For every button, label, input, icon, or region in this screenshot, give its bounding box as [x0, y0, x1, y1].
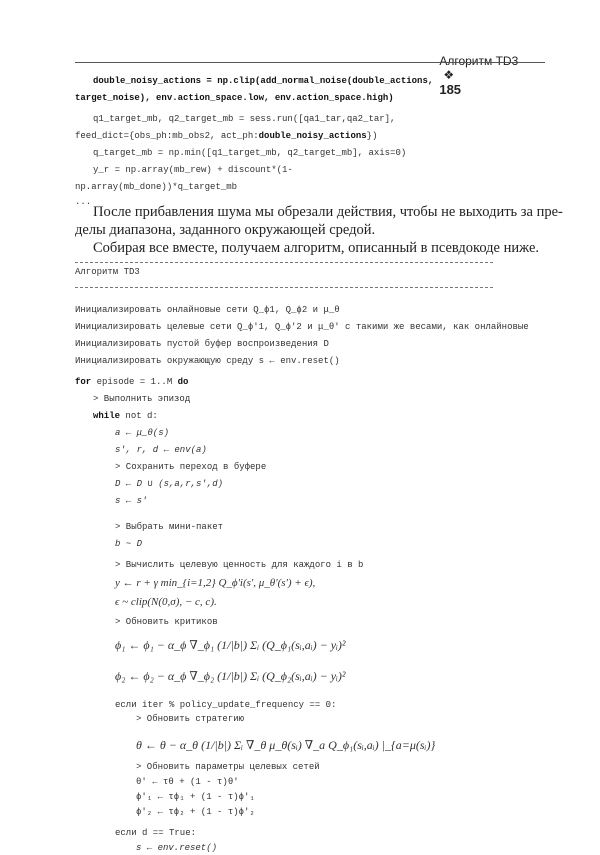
running-header: [426, 40, 518, 111]
for-loop-line: [75, 377, 188, 387]
comment: > Выбрать мини-пакет: [115, 522, 224, 532]
code-text-bold: double_noisy_actions: [258, 131, 367, 141]
comment: > Обновить параметры целевых сетей: [136, 762, 320, 772]
keyword-for: for: [75, 377, 92, 387]
paragraph-line: Собирая все вместе, получаем алгоритм, описанный в псевдокоде ниже.: [93, 240, 540, 256]
keyword-do: do: [177, 377, 189, 387]
comment: > Выполнить эпизод: [93, 394, 191, 404]
stmt: s ← env.reset(): [136, 843, 218, 853]
stmt: D ← D ∪ (s,a,r,s',d): [115, 479, 224, 489]
code-line: q_target_mb = np.min([q1_target_mb, q2_target_mb], axis=0): [93, 148, 407, 158]
code-line: double_noisy_actions = np.clip(add_normal_noise(double_actions,: [93, 76, 434, 86]
init-line: Инициализировать целевые сети Q_ϕ'1, Q_ϕ'2 и μ_θ' с такими же весами, как онлайновые: [75, 322, 529, 332]
page-number: 185: [439, 82, 462, 97]
stmt: θ' ← τθ + (1 - τ)θ': [136, 777, 239, 787]
stmt: ϕ'₂ ← τϕ₂ + (1 - τ)ϕ'₂: [136, 807, 255, 817]
equation: ϕ₂ ← ϕ₂ − α_ϕ ∇_ϕ₂ (1/|b|) Σᵢ (Q_ϕ₂(sᵢ,aᵢ) − yᵢ)²: [115, 669, 346, 683]
comment: > Обновить критиков: [115, 617, 218, 627]
init-line: Инициализировать онлайновые сети Q_ϕ1, Q_ϕ2 и μ_θ: [75, 305, 340, 315]
stmt: s', r, d ← env(a): [115, 445, 207, 455]
equation: ϕ₁ ← ϕ₁ − α_ϕ ∇_ϕ₁ (1/|b|) Σᵢ (Q_ϕ₁(sᵢ,aᵢ) − yᵢ)²: [115, 638, 346, 652]
init-line: Инициализировать окружающую среду s ← env.reset(): [75, 356, 340, 366]
stmt: a ← μ_θ(s): [115, 428, 170, 438]
init-line: Инициализировать пустой буфер воспроизведения D: [75, 339, 329, 349]
code-line: np.array(mb_done))*q_target_mb: [75, 182, 238, 192]
if-line: если d == True:: [115, 828, 197, 838]
comment: > Сохранить переход в буфере: [115, 462, 267, 472]
code-text: feed_dict={obs_ph:mb_obs2, act_ph:: [75, 131, 259, 141]
keyword-while: while: [93, 411, 121, 421]
code-line: q1_target_mb, q2_target_mb = sess.run([qa1_tar,qa2_tar],: [93, 114, 396, 124]
stmt: s ← s': [115, 496, 148, 506]
stmt: ϕ'₁ ← τϕ₁ + (1 - τ)ϕ'₁: [136, 792, 255, 802]
equation: θ ← θ − α_θ (1/|b|) Σᵢ ∇_θ μ_θ(sᵢ) ∇_a Q_ϕ₁(sᵢ,aᵢ) |_{a=μ(sᵢ)}: [136, 738, 436, 752]
separator-icon: ❖: [443, 68, 455, 82]
section-title: Алгоритм TD3: [439, 54, 519, 68]
algorithm-title-rule: [75, 287, 493, 288]
stmt: b ~ D: [115, 539, 143, 549]
while-cond: not d:: [120, 411, 158, 421]
code-line: target_noise), env.action_space.low, env.action_space.high): [75, 93, 394, 103]
equation: y ← r + γ min_{i=1,2} Q_ϕ'i(s', μ_θ'(s') + ϵ),: [115, 577, 316, 589]
algorithm-title: Алгоритм TD3: [75, 267, 140, 277]
code-line: [75, 131, 377, 141]
loop-range: episode = 1..M: [91, 377, 178, 387]
code-line: y_r = np.array(mb_rew) + discount*(1-: [93, 165, 293, 175]
paragraph-line: После прибавления шума мы обрезали действия, чтобы не выходить за пре-: [93, 204, 563, 220]
header-rule: [75, 62, 545, 63]
comment: > Вычислить целевую ценность для каждого i в b: [115, 560, 364, 570]
comment: > Обновить стратегию: [136, 714, 245, 724]
paragraph-line: делы диапазона, заданного окружающей средой.: [75, 222, 376, 238]
algorithm-top-rule: [75, 262, 493, 263]
code-text: }): [366, 131, 378, 141]
code-line: ...: [75, 197, 92, 207]
while-line: [93, 411, 158, 421]
if-line: если iter % policy_update_frequency == 0:: [115, 700, 337, 710]
equation: ϵ ~ clip(N(0,σ), − c, c).: [115, 596, 217, 608]
